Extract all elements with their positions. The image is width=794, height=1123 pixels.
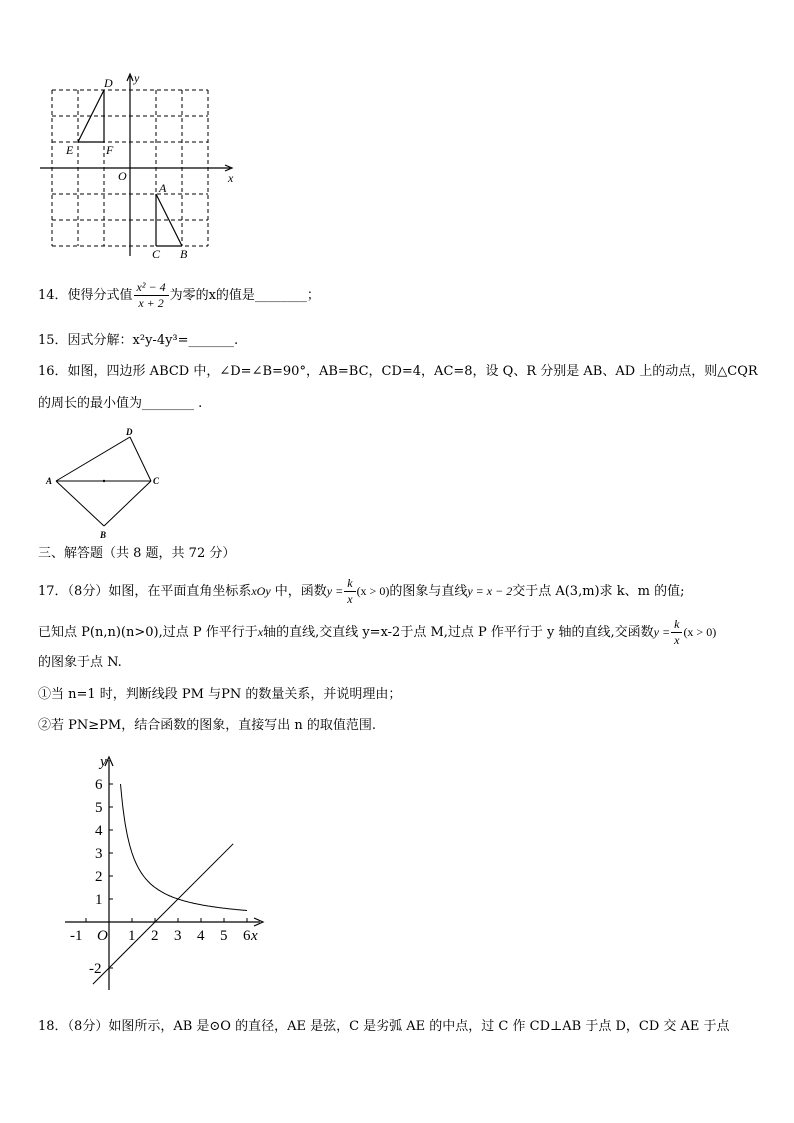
q17-l2-condition: (x > 0) (683, 625, 717, 639)
origin-label: O (97, 928, 108, 944)
x-tick-label: 4 (197, 928, 205, 944)
q17-k: k (344, 576, 355, 592)
y-tick-label: 3 (95, 846, 103, 862)
label-x: x (228, 171, 234, 185)
y-tick-label: 2 (95, 869, 103, 885)
q17-part1: ①当 n=1 时，判断线段 PM 与PN 的数量关系，并说明理由； (38, 687, 402, 702)
q17-part2: ②若 PN≥PM，结合函数的图象，直接写出 n 的取值范围. (38, 718, 376, 733)
section-3-heading (38, 544, 235, 564)
q14-end: ； (306, 288, 320, 303)
q17-l1e: 交于点 A(3,m)求 k、m 的值; (512, 584, 685, 599)
label-A: A (46, 476, 53, 486)
x-tick-label: -1 (70, 928, 83, 944)
q13-coordinate-grid-figure (30, 70, 245, 265)
q17-l2-x2: x (674, 633, 680, 647)
x-tick-label: 2 (151, 928, 159, 944)
x-tick-label: 6 (243, 928, 251, 944)
q17-line-eq: y = x − 2 (467, 584, 513, 598)
question-16-line-1 (38, 362, 758, 382)
q16-line2: 的周长的最小值为________ . (38, 396, 203, 411)
q14-prefix: 14．使得分式值 (38, 288, 133, 303)
y-tick-label: 4 (95, 823, 103, 839)
q17-function-graph (55, 750, 275, 995)
q17-l1c: 中，函数 (270, 584, 327, 599)
label-O: O (118, 169, 127, 183)
q17-l2-k-over-x (671, 617, 682, 648)
q17-l3: 的图象于点 N. (38, 655, 122, 670)
q14-denominator: x + 2 (138, 296, 164, 310)
x-tick-label: 5 (220, 928, 228, 944)
question-15 (38, 331, 238, 351)
y-tick-label: 1 (95, 892, 103, 908)
q15-text: 15．因式分解：x²y-4y³=_______. (38, 333, 239, 348)
question-17-part-1 (38, 685, 401, 705)
y-tick-label: -2 (89, 961, 102, 977)
label-E: E (66, 143, 74, 157)
hyperbola-curve (121, 784, 248, 911)
label-D: D (104, 76, 113, 90)
q16-quadrilateral-figure (38, 425, 173, 545)
q17-x: x (347, 592, 353, 606)
q18-text: 18．（8分）如图所示，AB 是⊙O 的直径，AE 是弦，C 是劣弧 AE 的中点，过 C 作 CD⊥AB 于点 D，CD 交 AE 于点 (38, 1019, 730, 1034)
q17-l2-k: k (671, 617, 682, 633)
q16-line1: 16．如图，四边形 ABCD 中，∠D=∠B=90°，AB=BC，CD=4，AC=8，设 Q、R 分别是 AB、AD 上的动点，则△CQR (38, 364, 758, 379)
q17-l2-func-lhs: y = (653, 625, 671, 639)
label-B: B (100, 530, 107, 540)
y-tick-label: 5 (95, 800, 103, 816)
q17-coordinate-system: xOy (251, 584, 271, 598)
label-D: D (126, 427, 133, 437)
q14-numerator: x² − 4 (134, 280, 169, 296)
question-18 (38, 1017, 730, 1037)
question-14 (38, 280, 320, 311)
y-axis-label: y (100, 754, 107, 770)
label-C: C (153, 476, 160, 486)
question-17-part-2 (38, 716, 376, 736)
q14-suffix: 为零的x的值是 (169, 288, 255, 303)
q17-l1a: 17．（8分）如图，在平面直角坐标系 (38, 584, 252, 599)
label-B: B (180, 247, 188, 261)
q17-l2-x: x (257, 625, 264, 639)
label-A: A (159, 181, 167, 195)
q17-k-over-x (344, 576, 355, 607)
line-y-equals-x-minus-2 (93, 844, 233, 984)
label-y: y (134, 71, 140, 85)
q17-condition: (x > 0) (356, 584, 390, 598)
q17-l2a: 已知点 P(n,n)(n>0),过点 P 作平行于 (38, 625, 258, 640)
question-16-line-2 (38, 394, 202, 414)
label-C: C (152, 247, 161, 261)
q17-l1d: 的图象与直线 (389, 584, 468, 599)
x-tick-label: 1 (128, 928, 136, 944)
q14-answer-blank[interactable]: ________ (254, 288, 307, 303)
q17-func-lhs: y = (326, 584, 344, 598)
question-17-line-3 (38, 653, 122, 673)
x-tick-label: 3 (174, 928, 182, 944)
x-axis-label: x (251, 928, 258, 944)
q14-fraction (134, 280, 169, 311)
label-F: F (106, 143, 114, 157)
question-17-line-2 (38, 617, 716, 648)
question-17-line-1 (38, 576, 684, 607)
section-3-title: 三、解答题（共 8 题，共 72 分） (38, 546, 236, 561)
y-tick-label: 6 (95, 777, 103, 793)
q17-l2b: 轴的直线,交直线 y=x-2于点 M,过点 P 作平行于 y 轴的直线,交函数 (263, 625, 654, 640)
